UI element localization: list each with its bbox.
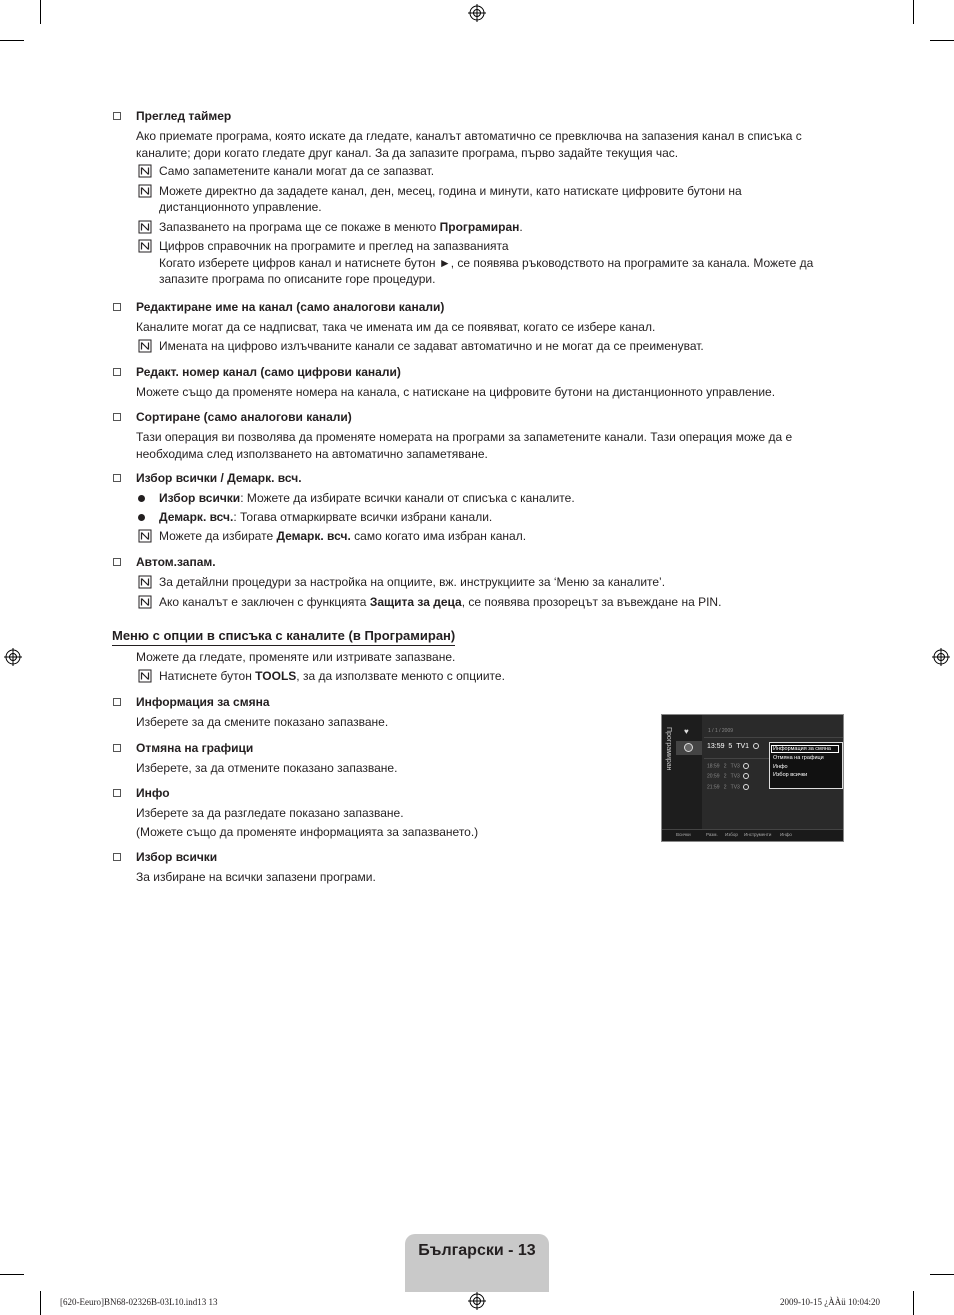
print-slug-right: 2009-10-15 ¿ÀÀü 10:04:20 [780, 1297, 880, 1307]
square-bullet-icon [113, 413, 121, 421]
paragraph: Ако приемате програма, която искате да гледате, каналът автоматично се превключва на запазения канал в списъка с каналите; дори когато гледате друг канал. За да запазите програма, първо задайте текущия час. [136, 129, 802, 160]
section-heading: Преглед таймер [113, 108, 833, 125]
note-icon [138, 339, 152, 353]
square-bullet-icon [113, 474, 121, 482]
note-icon [138, 669, 152, 683]
bullet-dot-icon [138, 514, 145, 521]
trim-mark-br-h [930, 1274, 954, 1275]
note-icon [138, 575, 152, 589]
tv-bottom-item: Избор [725, 832, 738, 837]
paragraph: За избиране на всички запазени програми. [136, 870, 376, 884]
section-preview-timer [113, 108, 833, 291]
section-heading: Информация за смяна [113, 694, 633, 711]
clock-icon [743, 773, 749, 779]
tv-schedule-row: 21:59 2 TV3 [707, 784, 749, 790]
trim-mark-br-v [913, 1291, 914, 1315]
section-change-info [113, 694, 633, 733]
registration-mark-right [932, 648, 950, 666]
tv-sidebar-label: Програмиран [665, 727, 672, 771]
square-bullet-icon [113, 744, 121, 752]
tv-schedule-row: 13:59 5 TV1 [707, 743, 759, 750]
tv-popup-item[interactable]: Информация за смяна [773, 746, 831, 752]
square-bullet-icon [113, 112, 121, 120]
tv-popup-item[interactable]: Инфо [773, 764, 788, 770]
note-icon [138, 239, 152, 253]
tv-schedule-row: 20:59 2 TV3 [707, 773, 749, 779]
tv-bottom-item: Инфо [780, 832, 792, 837]
section-info [113, 785, 633, 842]
section-heading: Отмяна на графици [113, 740, 633, 757]
note-icon [138, 595, 152, 609]
page-label: Български - 13 [418, 1242, 536, 1259]
square-bullet-icon [113, 558, 121, 566]
print-slug-left: [620-Eeuro]BN68-02326B-03L10.ind13 13 [60, 1297, 218, 1307]
note: Ако каналът е заключен с функцията Защита за деца, се появява прозорецът за въвеждане на PIN. [113, 594, 833, 611]
paragraph: Изберете за да смените показано запазване. [136, 715, 389, 729]
section-heading: Редактиране име на канал (само аналогови канали) [113, 299, 833, 316]
clock-icon [753, 743, 759, 749]
tv-schedule-row: 18:59 2 TV3 [707, 763, 749, 769]
note: Само запаметените канали могат да се запазват. [113, 163, 833, 180]
clock-icon [743, 763, 749, 769]
trim-mark-bl-v [40, 1291, 41, 1315]
note: Натиснете бутон TOOLS, за да използвате менюто с опциите. [113, 668, 833, 685]
paragraph: Тази операция ви позволява да променяте номерата на програми за запаметените канали. Тази операция може да е необходима след използването на автоматично запаметяване. [136, 430, 793, 461]
trim-mark-tl-v [40, 0, 41, 24]
subsection-title: Меню с опции в списъка с каналите (в Програмиран) [112, 628, 455, 646]
tv-sidebar [662, 715, 702, 833]
bullet-item: Избор всички: Можете да избирате всички канали от списъка с каналите. [113, 490, 833, 507]
section-cancel-schedules [113, 740, 633, 779]
section-select-all-bottom [113, 849, 633, 888]
square-bullet-icon [113, 303, 121, 311]
heart-icon: ♥ [684, 727, 689, 736]
section-heading: Редакт. номер канал (само цифрови канали) [113, 364, 833, 381]
section-heading: Избор всички / Демарк. всч. [113, 470, 833, 487]
paragraph: Можете също да променяте номера на канала, с натискане на цифровите бутони на дистанционното управление. [136, 385, 776, 399]
tv-popup-item[interactable]: Отмяна на графици [773, 755, 824, 761]
trim-mark-tr-h [930, 40, 954, 41]
section-edit-channel-number [113, 364, 833, 403]
tv-date: 1 / 1 / 2009 [708, 728, 734, 734]
section-select-all [113, 470, 833, 548]
note: Можете да избирате Демарк. всч. само когато има избран канал. [113, 528, 833, 545]
paragraph: Каналите могат да се надписват, така че имената им да се появяват, когато се избере канал. [136, 320, 656, 334]
subsection-intro [113, 649, 833, 687]
note: Можете директно да зададете канал, ден, месец, година и минути, като натискате цифровите бутони на дистанционното управление. [113, 183, 833, 216]
square-bullet-icon [113, 368, 121, 376]
section-sorting [113, 409, 833, 464]
note-icon [138, 164, 152, 178]
note: Запазването на програма ще се покаже в менюто Програмиран. [113, 219, 833, 236]
clock-icon [743, 784, 749, 790]
paragraph: (Можете също да променяте информацията за запазването.) [136, 824, 479, 839]
note-icon [138, 529, 152, 543]
section-heading: Инфо [113, 785, 633, 802]
section-heading: Избор всички [113, 849, 633, 866]
registration-mark-bottom [468, 1292, 486, 1310]
registration-mark-left [4, 648, 22, 666]
section-heading: Сортиране (само аналогови канали) [113, 409, 833, 426]
square-bullet-icon [113, 789, 121, 797]
tv-tools-popup [769, 742, 843, 789]
registration-mark-top [468, 4, 486, 22]
tv-bottom-item: Всички [676, 832, 691, 837]
note: За детайлни процедури за настройка на опциите, вж. инструкциите за ‘Меню за каналите’. [113, 574, 833, 591]
clock-icon [684, 743, 693, 752]
note: Имената на цифрово излъчваните канали се задават автоматично и не могат да се преименуват. [113, 338, 833, 355]
page-number-tab [405, 1234, 549, 1292]
divider [704, 737, 843, 738]
note-icon [138, 220, 152, 234]
tv-popup-item[interactable]: Избор всички [773, 772, 808, 778]
section-heading: Автом.запам. [113, 554, 833, 571]
note-icon [138, 184, 152, 198]
trim-mark-tl-h [0, 40, 24, 41]
tv-bottom-item: Разм. [706, 832, 718, 837]
paragraph: Изберете, за да отмените показано запазване. [136, 761, 398, 775]
bullet-item: Демарк. всч.: Тогава отмаркирвате всички избрани канали. [113, 509, 833, 526]
paragraph: Можете да гледате, променяте или изтривате запазване. [136, 650, 456, 664]
tv-bottom-item: Инструменти [744, 832, 772, 837]
tv-bottom-bar [662, 829, 843, 841]
section-auto-store [113, 554, 833, 613]
trim-mark-bl-h [0, 1274, 24, 1275]
trim-mark-tr-v [913, 0, 914, 24]
square-bullet-icon [113, 853, 121, 861]
tv-screenshot [661, 714, 844, 842]
square-bullet-icon [113, 698, 121, 706]
bullet-dot-icon [138, 495, 145, 502]
note: Цифров справочник на програмите и преглед на запазванията Когато изберете цифров канал и натиснете бутон ►, се появява ръководството на програмите за канала. Можете да запазите програма по описаните горе процедури. [113, 238, 833, 288]
section-edit-channel-name [113, 299, 833, 357]
paragraph: Изберете за да разгледате показано запазване. [136, 806, 404, 820]
